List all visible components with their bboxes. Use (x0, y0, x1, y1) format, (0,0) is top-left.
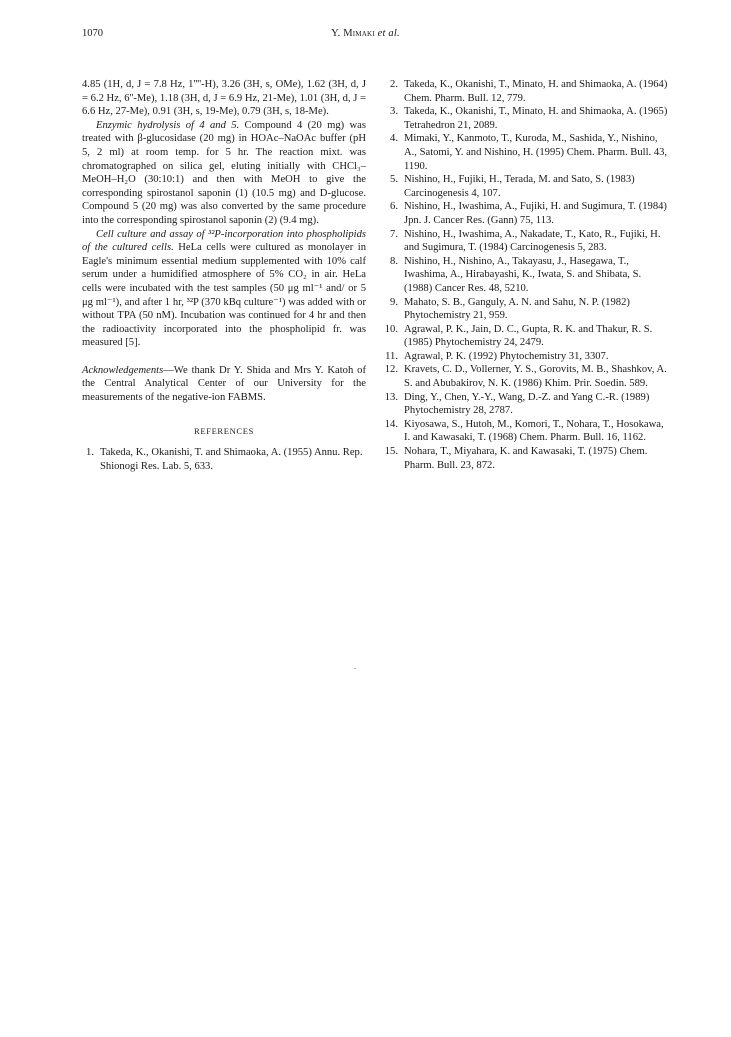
reference-text: Takeda, K., Okanishi, T., Minato, H. and Shimaoka, A. (1965) Tetrahedron 21, 2089. (404, 106, 668, 131)
reference-item (382, 255, 668, 296)
reference-text: Agrawal, P. K. (1992) Phytochemistry 31, 3307. (404, 350, 609, 362)
reference-item (382, 391, 668, 418)
nmr-data-paragraph: 4.85 (1H, d, J = 7.8 Hz, 1''''-H), 3.26 (3H, s, OMe), 1.62 (3H, d, J = 6.2 Hz, 6''-Me), 1.18 (3H, d, J = 6.9 Hz, 21-Me), 1.01 (3H, d, J = 6.6 Hz, 27-Me), 0.91 (3H, s, 19-Me), 0.79 (3H, s, 18-Me). (82, 79, 366, 118)
reference-item (382, 132, 668, 173)
references-list-right (382, 78, 668, 472)
reference-item (382, 445, 668, 472)
author-rest: imaki (352, 28, 375, 39)
reference-text: Nishino, H., Iwashima, A., Nakadate, T., Kato, R., Fujiki, H. and Sugimura, T. (1984) Carcinogenesis 5, 283. (404, 228, 661, 254)
reference-number: 10. (384, 323, 398, 335)
author-etal: et al. (374, 28, 400, 39)
reference-text: Nishino, H., Nishino, A., Takayasu, J., Hasegawa, T., Iwashima, A., Hirabayashi, K., Iwata, S. and Shibata, S. (1988) Cancer Res. 48, 5210. (404, 255, 642, 294)
reference-number: 5. (390, 174, 398, 186)
reference-text: Nishino, H., Iwashima, A., Fujiki, H. and Sugimura, T. (1984) Jpn. J. Cancer Res. (Gann) 75, 113. (404, 201, 667, 226)
reference-number: 15. (384, 446, 398, 458)
running-head (0, 28, 731, 39)
reference-number: 14. (384, 418, 398, 430)
reference-number: 6. (390, 201, 398, 213)
reference-text: Kiyosawa, S., Hutoh, M., Komori, T., Nohara, T., Hosokawa, I. and Kawasaki, T. (1968) Chem. Pharm. Bull. 16, 1162. (404, 418, 664, 444)
reference-text: Mahato, S. B., Ganguly, A. N. and Sahu, N. P. (1982) Phytochemistry 21, 959. (404, 296, 630, 322)
reference-number: 13. (384, 391, 398, 403)
reference-text: Takeda, K., Okanishi, T. and Shimaoka, A. (1955) Annu. Rep. Shionogi Res. Lab. 5, 633. (100, 447, 363, 472)
reference-item (382, 296, 668, 323)
reference-text: Takeda, K., Okanishi, T., Minato, H. and Shimaoka, A. (1964) Chem. Pharm. Bull. 12, 779. (404, 79, 668, 104)
cell-culture-paragraph (82, 228, 366, 350)
reference-item (382, 363, 668, 390)
reference-text: Mimaki, Y., Kanmoto, T., Kuroda, M., Sashida, Y., Nishino, A., Satomi, Y. and Nishino, H. (1995) Chem. Pharm. Bull. 43, 1190. (404, 133, 668, 172)
author-lead: Y. M (331, 28, 353, 39)
acknowledgements-paragraph (82, 364, 366, 405)
acknowledgements-heading: Acknowledgements (82, 364, 164, 376)
cell-culture-heading: Cell culture and assay of ³²P-incorporation into phospholipids of the cultured cells. (82, 228, 366, 254)
page-header (0, 28, 731, 44)
reference-item (382, 323, 668, 350)
reference-number: 8. (390, 255, 398, 267)
reference-number: 9. (390, 296, 398, 308)
reference-text: Agrawal, P. K., Jain, D. C., Gupta, R. K. and Thakur, R. S. (1985) Phytochemistry 24, 2479. (404, 323, 653, 349)
reference-text: Kravets, C. D., Vollerner, Y. S., Gorovits, M. B., Shashkov, A. S. and Abubakirov, N. K. (1986) Khim. Prir. Soedin. 589. (404, 364, 667, 390)
references-heading: REFERENCES (194, 425, 254, 436)
reference-item (382, 200, 668, 227)
acknowledgements-text: —We thank Dr Y. Shida and Mrs Y. Katoh of the Central Analytical Center of our University for the measurements of the negative-ion FABMS. (82, 364, 366, 404)
page-number: 1070 (82, 28, 103, 39)
reference-text: Nishino, H., Fujiki, H., Terada, M. and Sato, S. (1983) Carcinogenesis 4, 107. (404, 174, 635, 199)
reference-item (382, 418, 668, 445)
right-column (382, 78, 668, 472)
references-list-left (82, 446, 366, 473)
reference-item (382, 173, 668, 200)
reference-number: 12. (384, 364, 398, 376)
reference-item (382, 105, 668, 132)
enzymic-hydrolysis-text: Compound 4 (20 mg) was treated with β-glucosidase (20 mg) in HOAc–NaOAc buffer (pH 5, 2 ml) at room temp. for 5 hr. The reaction mixt. was chromatographed on silica gel, eluting initially with CHCl₃–MeOH–H₂O (30:10:1) and then with MeOH to give the corresponding spirostanol saponin (1) (10.5 mg) and D-glucose. Compound 5 (20 mg) was also converted by the same procedure into the corresponding spirostanol saponin (2) (9.4 mg). (82, 119, 366, 226)
reference-number: 11. (385, 350, 398, 362)
reference-number: 4. (390, 133, 398, 145)
reference-number: 7. (390, 228, 398, 240)
enzymic-hydrolysis-heading: Enzymic hydrolysis of 4 and 5. (96, 119, 240, 131)
reference-item (382, 78, 668, 105)
reference-text: Nohara, T., Miyahara, K. and Kawasaki, T. (1975) Chem. Pharm. Bull. 23, 872. (404, 446, 648, 471)
reference-number: 2. (390, 79, 398, 90)
reference-item (382, 350, 668, 364)
reference-item (382, 228, 668, 255)
stray-mark (354, 668, 356, 669)
reference-number: 3. (390, 106, 398, 118)
reference-text: Ding, Y., Chen, Y.-Y., Wang, D.-Z. and Yang C.-R. (1989) Phytochemistry 28, 2787. (404, 391, 650, 417)
cell-culture-text: HeLa cells were cultured as monolayer in Eagle's minimum essential medium supplemented with 10% calf serum under a humidified atmosphere of 5% CO₂ in air. HeLa cells were incubated with the test samples (50 μg ml⁻¹ and/ or 5 μg ml⁻¹), and after 1 hr, ³²P (370 kBq culture⁻¹) was added with or without TPA (50 nM). Incubation was continued for 4 hr and then the radioactivity incorporated into the phospholipid fr. was measured [5]. (82, 242, 366, 349)
enzymic-hydrolysis-paragraph (82, 119, 366, 228)
left-column (82, 78, 366, 473)
reference-number: 1. (86, 447, 94, 459)
reference-item (82, 446, 366, 473)
